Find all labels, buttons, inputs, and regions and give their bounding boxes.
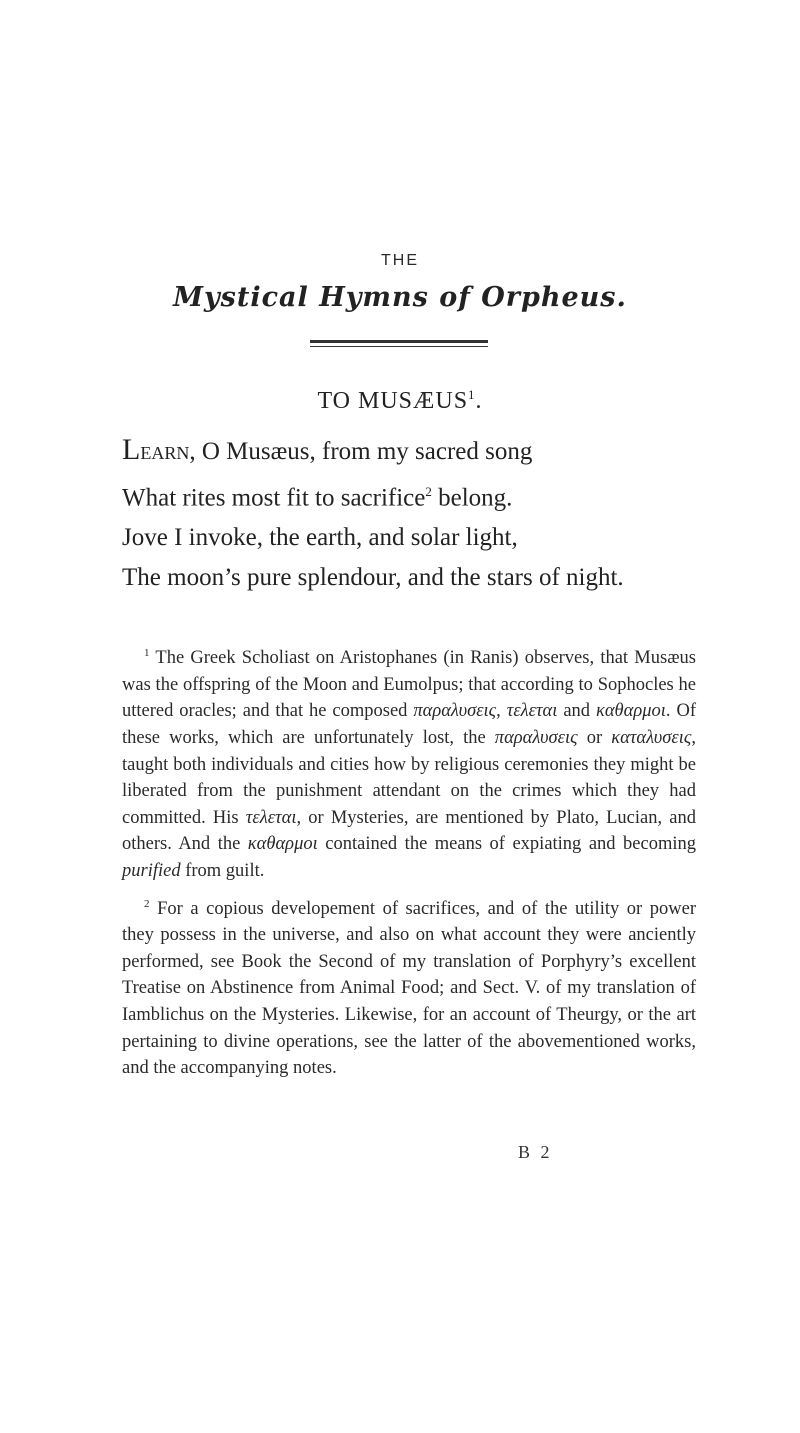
note-text: or — [577, 727, 612, 748]
hymn-title-text: TO MUSÆUS — [317, 388, 469, 414]
footnote-ref-2: 2 — [425, 484, 432, 499]
verse-line-4: The moon’s pure splendour, and the stars of night. — [122, 564, 624, 592]
hymn-title — [0, 387, 800, 415]
verse-line-3: Jove I invoke, the earth, and solar light, — [122, 524, 518, 552]
page-title: Mystical Hymns of Orpheus. — [173, 282, 627, 313]
note-text: contained the means of expiating and becoming — [317, 834, 696, 855]
italic-word: purified — [122, 860, 181, 881]
signature-mark: B 2 — [518, 1142, 553, 1162]
greek-term: τελεται — [245, 807, 297, 828]
verse-line-2-a: What rites most fit to sacrifice — [122, 484, 426, 512]
verse-line-1-rest: O Musæus, from my sacred song — [195, 438, 533, 465]
note-text: For a copious developement of sacrifices, and of the utility or power they possess in the universe, and also on what account they were anciently performed, see Book the Second of my translation of Porphyry’s excellent Treatise on Abstinence from Animal Food; and Sect. V. of my translation of Iamblichus on the Mysteries. Likewise, for an account of Theurgy, or the art pertaining to divine operations, see the latter of the abovementioned works, and the accompanying notes. — [122, 898, 696, 1079]
hymn-title-end: . — [475, 388, 483, 414]
footnote-1 — [122, 640, 696, 885]
greek-term: καθαρμοι — [595, 701, 666, 722]
footnote-mark: 1 — [144, 647, 150, 659]
footnote-ref-1: 1 — [468, 387, 476, 402]
header-the: THE — [381, 252, 419, 269]
note-text: from guilt. — [180, 860, 265, 881]
greek-term: παραλυσεις — [494, 727, 578, 748]
note-text: , — [496, 701, 507, 722]
drop-cap: L — [122, 433, 141, 466]
small-caps-word: earn, — [140, 438, 196, 465]
note-text: , or Mysteries, are mentioned by Plato, Lucian, and others. And the — [122, 807, 696, 855]
verse-line-1 — [122, 430, 722, 472]
greek-term: καθαρμοι — [247, 834, 318, 855]
verse-line-2 — [122, 472, 722, 518]
greek-term: τελεται — [506, 701, 558, 722]
title-rule-thick — [310, 340, 488, 343]
greek-term: καταλυσεις — [611, 727, 692, 748]
note-text: The Greek Scholiast on Aristophanes (in Ranis) observes, that Musæus was the offspring of the Moon and Eumolpus; that according to Sophocles he uttered oracles; and that he composed — [122, 648, 696, 722]
note-text: and — [557, 701, 596, 722]
verse — [122, 430, 722, 598]
footnotes — [122, 640, 696, 1088]
title-rule-thin — [310, 346, 488, 347]
verse-line-2-b: belong. — [431, 484, 513, 512]
footnote-mark: 2 — [144, 897, 150, 910]
greek-term: παραλυσεις — [413, 701, 497, 722]
note-text: , taught both individuals and cities how by religious ceremonies they might be liberated from the punishment attendant on the crimes which they had committed. His — [122, 727, 696, 828]
footnote-2 — [122, 891, 696, 1082]
note-text: . Of these works, which are unfortunately lost, the — [122, 701, 696, 748]
